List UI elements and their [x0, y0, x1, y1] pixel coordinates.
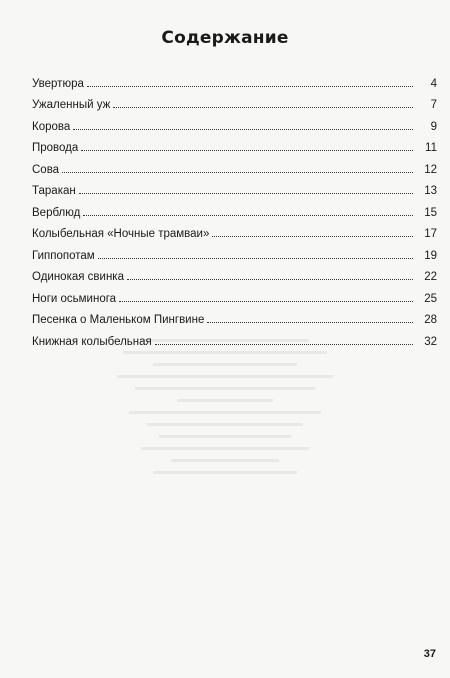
- toc-entry: [32, 326, 437, 348]
- toc-entry-page: 22: [424, 271, 437, 283]
- toc-entry-page: 7: [430, 99, 437, 111]
- dot-leader: [212, 236, 413, 237]
- toc-entry-page: 25: [424, 292, 437, 305]
- toc-entry-title: Ужаленный уж: [32, 99, 111, 111]
- toc-entry: [32, 176, 437, 198]
- toc-entry-page: 11: [425, 142, 437, 154]
- toc-entry: [32, 262, 437, 284]
- toc-entry-page: 12: [424, 163, 437, 176]
- toc-entry-title: Провода: [32, 142, 79, 154]
- toc-entry: [32, 133, 437, 155]
- page-title: Содержание: [161, 28, 289, 48]
- toc-entry-page: 4: [430, 77, 437, 90]
- toc-entry-title: Книжная колыбельная: [32, 335, 152, 348]
- toc-entry-page: 13: [424, 185, 437, 197]
- dot-leader: [81, 150, 413, 151]
- toc-entry-page: 19: [424, 249, 437, 262]
- toc-entry-title: Сова: [32, 163, 60, 176]
- page-number: 37: [423, 648, 436, 660]
- dot-leader: [127, 279, 413, 280]
- toc-entry: [32, 154, 437, 176]
- toc-entry: [32, 197, 437, 219]
- dot-leader: [113, 107, 413, 108]
- reverse-side-bleed-through: [105, 330, 345, 630]
- dot-leader: [73, 129, 413, 130]
- dot-leader: [207, 322, 413, 323]
- toc-entry-page: 9: [430, 120, 437, 133]
- toc-entry-page: 28: [424, 314, 437, 326]
- toc-entry: [32, 305, 437, 327]
- toc-entry-title: Одинокая свинка: [32, 271, 124, 283]
- toc-entry: [32, 111, 437, 133]
- toc-entry-page: 17: [424, 228, 437, 240]
- dot-leader: [98, 258, 413, 259]
- toc-entry-title: Корова: [32, 120, 71, 133]
- toc-entry: [32, 240, 437, 262]
- dot-leader: [119, 301, 413, 302]
- toc-entry-page: 32: [424, 335, 437, 348]
- dot-leader: [62, 172, 413, 173]
- toc-entry-title: Верблюд: [32, 206, 81, 219]
- table-of-contents: [32, 68, 437, 348]
- toc-entry: [32, 90, 437, 112]
- dot-leader: [155, 344, 413, 345]
- toc-entry-title: Таракан: [32, 185, 76, 197]
- toc-entry: [32, 68, 437, 90]
- toc-entry: [32, 219, 437, 241]
- toc-entry-page: 15: [424, 206, 437, 219]
- toc-entry-title: Увертюра: [32, 77, 84, 90]
- dot-leader: [87, 86, 413, 87]
- dot-leader: [83, 215, 413, 216]
- toc-entry-title: Гиппопотам: [32, 249, 95, 262]
- toc-entry-title: Песенка о Маленьком Пингвине: [32, 314, 205, 326]
- toc-entry-title: Ноги осьминога: [32, 292, 117, 305]
- toc-entry: [32, 283, 437, 305]
- toc-entry-title: Колыбельная «Ночные трамваи»: [32, 228, 210, 240]
- dot-leader: [79, 193, 413, 194]
